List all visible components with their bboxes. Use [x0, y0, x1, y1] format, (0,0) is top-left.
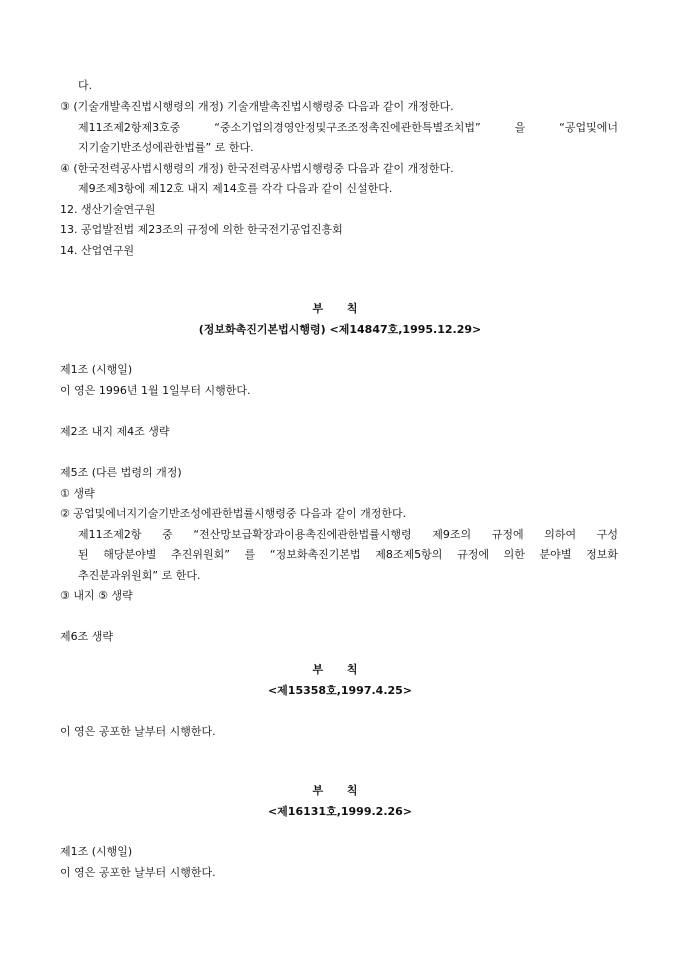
text-line: 추진분과위원회” 로 한다. [78, 569, 201, 582]
text-line: 지기술기반조성에관한법률” 로 한다. [78, 141, 254, 154]
text-line: 된 해당분야별 추진위원회” 를 “정보화촉진기본법 제8조제5항의 규정에 의한 분야별 정보화 [78, 548, 618, 561]
text-line: 제5조 (다른 법령의 개정) [60, 466, 182, 479]
annex-heading: 부 칙 [312, 784, 368, 797]
text-line: ③ (기술개발촉진법시행령의 개정) 기술개발촉진법시행령중 다음과 같이 개정한다. [60, 100, 454, 113]
text-line: 제11조제2항 중 “전산망보급확장과이용촉진에관한법률시행령 제9조의 규정에 의하여 구성 [78, 528, 618, 541]
text-line: 제11조제2항제3호중 “중소기업의경영안정및구조조정촉진에관한특별조치법” 을 “공업및에너 [78, 121, 618, 134]
text-line: 제9조제3항에 제12호 내지 제14호를 각각 다음과 같이 신설한다. [78, 182, 393, 195]
text-line: ④ (한국전력공사법시행령의 개정) 한국전력공사법시행령중 다음과 같이 개정한다. [60, 162, 454, 175]
text-line: 이 영은 공포한 날부터 시행한다. [60, 866, 216, 879]
annex-subheading: <제16131호,1999.2.26> [267, 805, 413, 818]
text-line: 다. [78, 79, 93, 92]
text-line: 이 영은 1996년 1월 1일부터 시행한다. [60, 384, 251, 397]
text-line: 제6조 생략 [60, 630, 113, 643]
annex-heading: 부 칙 [312, 302, 368, 315]
text-line: ③ 내지 ⑤ 생략 [60, 589, 133, 602]
text-line: 12. 생산기술연구원 [60, 203, 156, 216]
text-line: 제1조 (시행일) [60, 845, 133, 858]
text-line: ② 공업및에너지기술기반조성에관한법률시행령중 다음과 같이 개정한다. [60, 507, 407, 520]
text-line: 13. 공업발전법 제23조의 규정에 의한 한국전기공업진흥회 [60, 223, 343, 236]
text-line: 제2조 내지 제4조 생략 [60, 425, 170, 438]
text-line: 제1조 (시행일) [60, 363, 133, 376]
text-line: ① 생략 [60, 487, 95, 500]
text-line: 이 영은 공포한 날부터 시행한다. [60, 725, 216, 738]
annex-subheading: <제15358호,1997.4.25> [267, 684, 413, 697]
annex-subheading: (정보화촉진기본법시행령) <제14847호,1995.12.29> [198, 323, 482, 336]
text-line: 14. 산업연구원 [60, 244, 135, 257]
annex-heading: 부 칙 [312, 663, 368, 676]
